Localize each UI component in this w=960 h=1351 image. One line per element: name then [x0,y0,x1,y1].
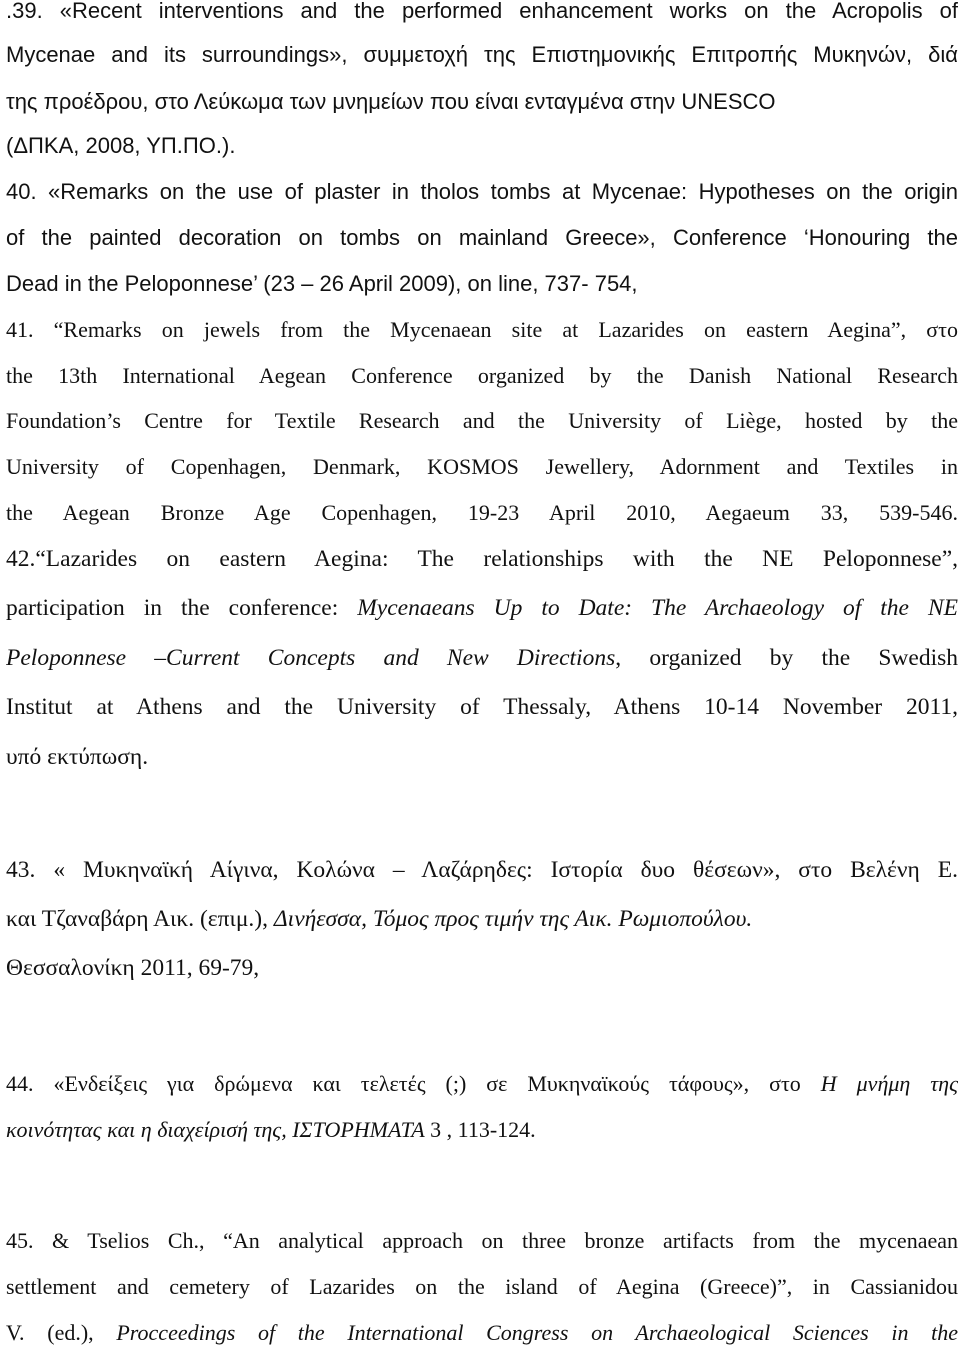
entry-45-line-3 [6,1318,958,1348]
entry-42-line-3-text: , organized by the Swedish [615,645,958,671]
entry-42-line-2-text: participation in the conference: [6,595,358,621]
entry-42-line-5: υπό εκτύπωση. [6,744,149,770]
entry-42-line-3 [6,643,958,673]
entry-40-line-3: Dead in the Peloponnese’ (23 – 26 April 2009), on line, 737- 754, [6,271,638,296]
entry-43-line-3: Θεσσαλονίκη 2011, 69-79, [6,955,260,981]
volume-title: Δινήεσσα, Τόμος προς τιμήν της Αικ. Ρωμιοπούλου. [273,906,753,932]
journal-title: Η μνήμη της [820,1071,958,1096]
entry-41-line-2: the 13th International Aegean Conference organized by the Danish National Research [6,363,958,388]
entry-42-line-1: 42.“Lazarides on eastern Aegina: The relationships with the NE Peloponnese”, [6,546,958,572]
entry-45-line-2: settlement and cemetery of Lazarides on the island of Aegina (Greece)”, in Cassianidou [6,1274,958,1299]
entry-42-line-2 [6,593,958,623]
entry-40-line-1: 40. «Remarks on the use of plaster in tholos tombs at Mycenae: Hypotheses on the origin [6,179,958,204]
entry-39-line-1: .39. «Recent interventions and the performed enhancement works on the Acropolis of [6,0,958,23]
entry-43-line-2-text: και Τζαναβάρη Αικ. (επιμ.), [6,906,274,932]
entry-43-line-2 [6,904,958,934]
entry-40-line-2: of the painted decoration on tombs on mainland Greece», Conference ‘Honouring the [6,225,958,250]
entry-44-line-1 [6,1069,958,1099]
conference-title: Mycenaeans Up to Date: The Archaeology of the NE [357,595,958,621]
entry-43-line-1: 43. « Μυκηναϊκή Αίγινα, Κολώνα – Λαζάρηδες: Ιστορία δυο θέσεων», στο Βελένη Ε. [6,857,958,883]
proceedings-title: Procceedings of the International Congress on Archaeological Sciences in the [116,1320,958,1345]
entry-45-line-3-text: V. (ed.), [6,1320,117,1345]
entry-39-line-3: της προέδρου, στο Λεύκωμα των μνημείων που είναι ενταγμένα στην UNESCO [6,89,776,114]
entry-44-line-1-text: 44. «Ενδείξεις για δρώμενα και τελετές (;) σε Μυκηναϊκούς τάφους», στο [6,1071,821,1096]
journal-title-continued: κοινότητας και η διαχείρισή της, ΙΣΤΟΡΗΜΑΤΑ [6,1117,425,1142]
entry-45-line-1: 45. & Tselios Ch., “An analytical approach on three bronze artifacts from the mycenaean [6,1228,958,1253]
entry-44-line-2 [6,1115,958,1145]
entry-39-line-2: Mycenae and its surroundings», συμμετοχή της Επιστημονικής Επιτροπής Μυκηνών, διά [6,42,958,67]
entry-41-line-4: University of Copenhagen, Denmark, KOSMOS Jewellery, Adornment and Textiles in [6,454,958,479]
entry-42-line-4: Institut at Athens and the University of Thessaly, Athens 10-14 November 2011, [6,694,958,720]
entry-41-line-5: the Aegean Bronze Age Copenhagen, 19-23 April 2010, Aegaeum 33, 539-546. [6,500,958,525]
entry-41-line-3: Foundation’s Centre for Textile Research and the University of Liège, hosted by the [6,408,958,433]
entry-39-line-4: (ΔΠΚΑ, 2008, ΥΠ.ΠΟ.). [6,133,236,158]
entry-44-line-2-text: 3 , 113-124. [424,1117,536,1142]
conference-title-continued: Peloponnese –Current Concepts and New Directions [6,645,616,671]
entry-41-line-1: 41. “Remarks on jewels from the Mycenaean site at Lazarides on eastern Aegina”, στο [6,317,958,342]
